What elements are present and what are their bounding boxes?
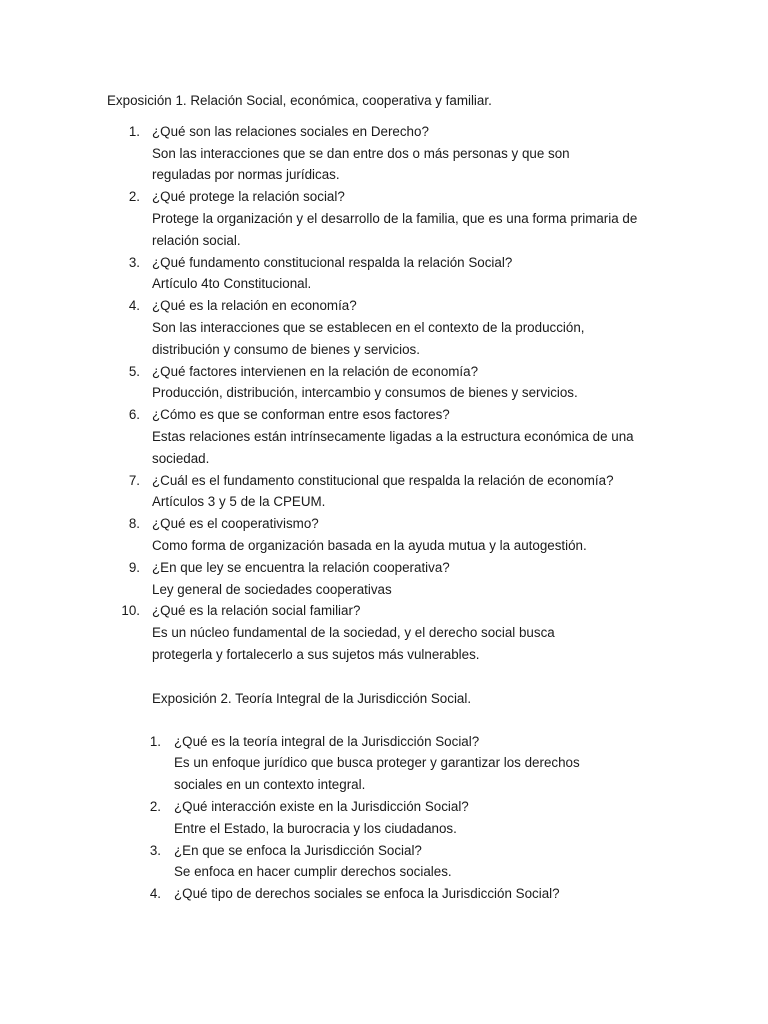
question-item [107, 513, 707, 557]
question-number: 10. [121, 603, 140, 619]
answer-text: Estas relaciones están intrínsecamente ligadas a la estructura económica de una sociedad. [152, 428, 634, 466]
section-2-question-list [107, 731, 707, 905]
section-1-question-list [107, 121, 707, 666]
question-text: ¿Qué tipo de derechos sociales se enfoca la Jurisdicción Social? [174, 886, 560, 902]
question-text: ¿Qué fundamento constitucional respalda la relación Social? [152, 254, 513, 270]
question-item [107, 470, 707, 514]
answer-text: Protege la organización y el desarrollo de la familia, que es una forma primaria de relación social. [152, 210, 638, 248]
question-text: ¿Qué factores intervienen en la relación de economía? [152, 363, 479, 379]
section-2-title: Exposición 2. Teoría Integral de la Jurisdicción Social. [152, 690, 472, 706]
question-number: 8. [128, 516, 140, 532]
question-number: 2. [149, 798, 161, 814]
answer-text: Producción, distribución, intercambio y consumos de bienes y servicios. [152, 385, 578, 401]
answer-text: Es un enfoque jurídico que busca proteger y garantizar los derechos sociales en un contexto integral. [174, 755, 580, 793]
question-text: ¿En que ley se encuentra la relación cooperativa? [152, 559, 450, 575]
question-number: 7. [128, 472, 140, 488]
answer-text: Artículo 4to Constitucional. [152, 276, 312, 292]
question-text: ¿Qué es la relación social familiar? [152, 603, 361, 619]
question-number: 6. [128, 407, 140, 423]
answer-text: Ley general de sociedades cooperativas [152, 581, 392, 597]
question-text: ¿Qué es la relación en economía? [152, 298, 357, 314]
question-item [107, 186, 707, 251]
question-text: ¿En que se enfoca la Jurisdicción Social? [174, 842, 422, 858]
question-number: 3. [149, 842, 161, 858]
answer-text: Son las interacciones que se dan entre dos o más personas y que son reguladas por normas jurídicas. [152, 145, 570, 183]
question-text: ¿Qué es el cooperativismo? [152, 516, 319, 532]
question-text: ¿Cuál es el fundamento constitucional que respalda la relación de economía? [152, 472, 614, 488]
answer-text: Como forma de organización basada en la ayuda mutua y la autogestión. [152, 537, 587, 553]
question-number: 2. [128, 189, 140, 205]
answer-text: Entre el Estado, la burocracia y los ciudadanos. [174, 820, 457, 836]
question-item [107, 600, 707, 665]
question-item [107, 252, 707, 296]
question-number: 4. [149, 886, 161, 902]
question-text: ¿Cómo es que se conforman entre esos factores? [152, 407, 450, 423]
question-item [107, 404, 707, 469]
question-number: 3. [128, 254, 140, 270]
question-number: 4. [128, 298, 140, 314]
question-number: 1. [149, 733, 161, 749]
question-text: ¿Qué son las relaciones sociales en Derecho? [152, 123, 429, 139]
answer-text: Se enfoca en hacer cumplir derechos sociales. [174, 864, 452, 880]
answer-text: Es un núcleo fundamental de la sociedad, y el derecho social busca protegerla y fortalecerlo a sus sujetos más vulnerables. [152, 625, 555, 662]
question-item [107, 121, 707, 186]
section-1-title: Exposición 1. Relación Social, económica, cooperativa y familiar. [107, 93, 492, 108]
question-number: 1. [128, 123, 140, 139]
question-item [107, 557, 707, 601]
question-item [107, 796, 707, 840]
question-text: ¿Qué interacción existe en la Jurisdicción Social? [174, 798, 469, 814]
question-text: ¿Qué es la teoría integral de la Jurisdicción Social? [174, 733, 480, 749]
answer-text: Artículos 3 y 5 de la CPEUM. [152, 494, 326, 510]
question-number: 5. [128, 363, 140, 379]
question-item [107, 840, 707, 884]
question-text: ¿Qué protege la relación social? [152, 189, 345, 205]
question-number: 9. [128, 559, 140, 575]
question-item [107, 883, 707, 905]
question-item [107, 731, 707, 796]
document-body [107, 90, 707, 905]
question-item [107, 361, 707, 405]
question-item [107, 295, 707, 360]
answer-text: Son las interacciones que se establecen en el contexto de la producción, distribución y consumo de bienes y servicios. [152, 319, 585, 357]
